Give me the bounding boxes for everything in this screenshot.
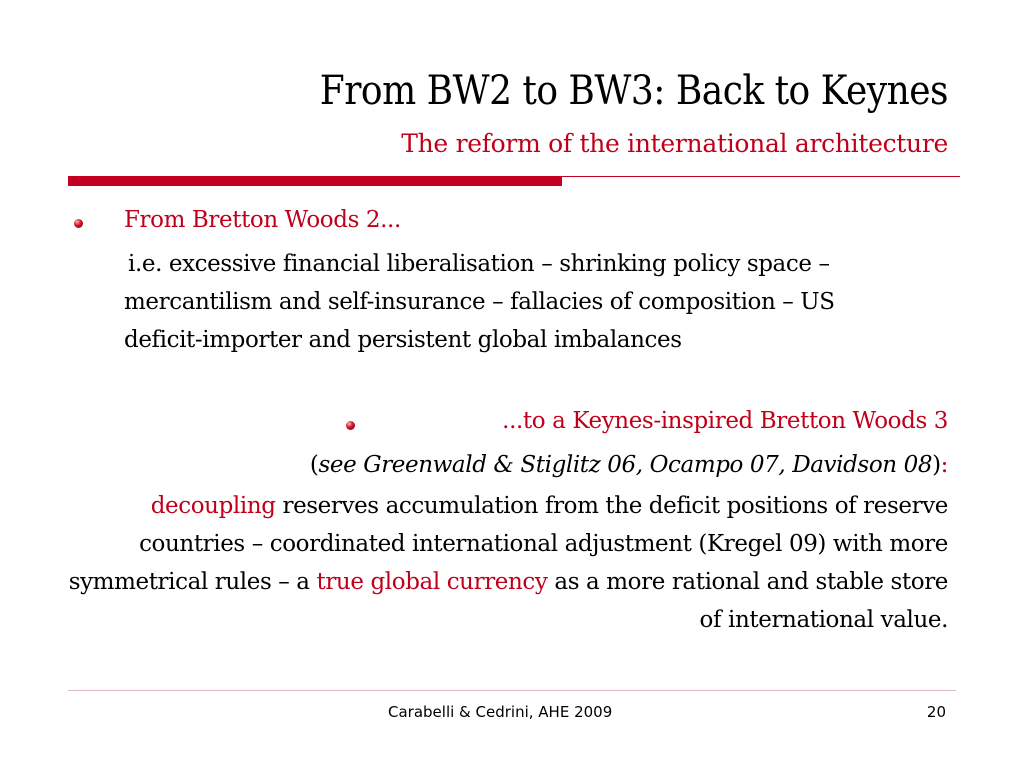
bullet2-body-part1: reserves accumulation from the deficit positions of reserve countries – coordinated international adjustment (Kregel 09) with more symmetrical rules – a (68, 493, 948, 595)
title-rule-thin (562, 176, 960, 177)
bullet2-body (68, 487, 948, 639)
bullet2-body-part2: as a more rational and stable store of international value. (547, 569, 948, 633)
highlight-decoupling: decoupling (150, 493, 276, 519)
bullet-icon (346, 421, 355, 430)
footer-divider (68, 690, 956, 691)
title-rule-thick (68, 176, 562, 186)
bullet2-reference (310, 446, 948, 484)
bullet-icon (74, 219, 83, 228)
ref-colon: : (940, 452, 948, 478)
slide-title: From BW2 to BW3: Back to Keynes (319, 68, 948, 114)
bullet1-heading: From Bretton Woods 2... (124, 207, 401, 233)
slide-subtitle: The reform of the international architecture (401, 129, 948, 158)
bullet2-heading: ...to a Keynes-inspired Bretton Woods 3 (502, 408, 948, 434)
ref-citations: see Greenwald & Stiglitz 06, Ocampo 07, Davidson 08 (318, 452, 933, 478)
bullet1-body (124, 245, 914, 359)
highlight-true-global-currency: true global currency (316, 569, 548, 595)
bullet1-body-text: i.e. excessive financial liberalisation – shrinking policy space – mercantilism and self-insurance – fallacies of composition – US deficit-importer and persistent global imbalances (124, 251, 835, 353)
page-number: 20 (926, 703, 946, 721)
ref-open-paren: ( (309, 452, 319, 478)
ref-close-paren: ) (932, 452, 941, 478)
footer-credit: Carabelli & Cedrini, AHE 2009 (388, 703, 613, 721)
